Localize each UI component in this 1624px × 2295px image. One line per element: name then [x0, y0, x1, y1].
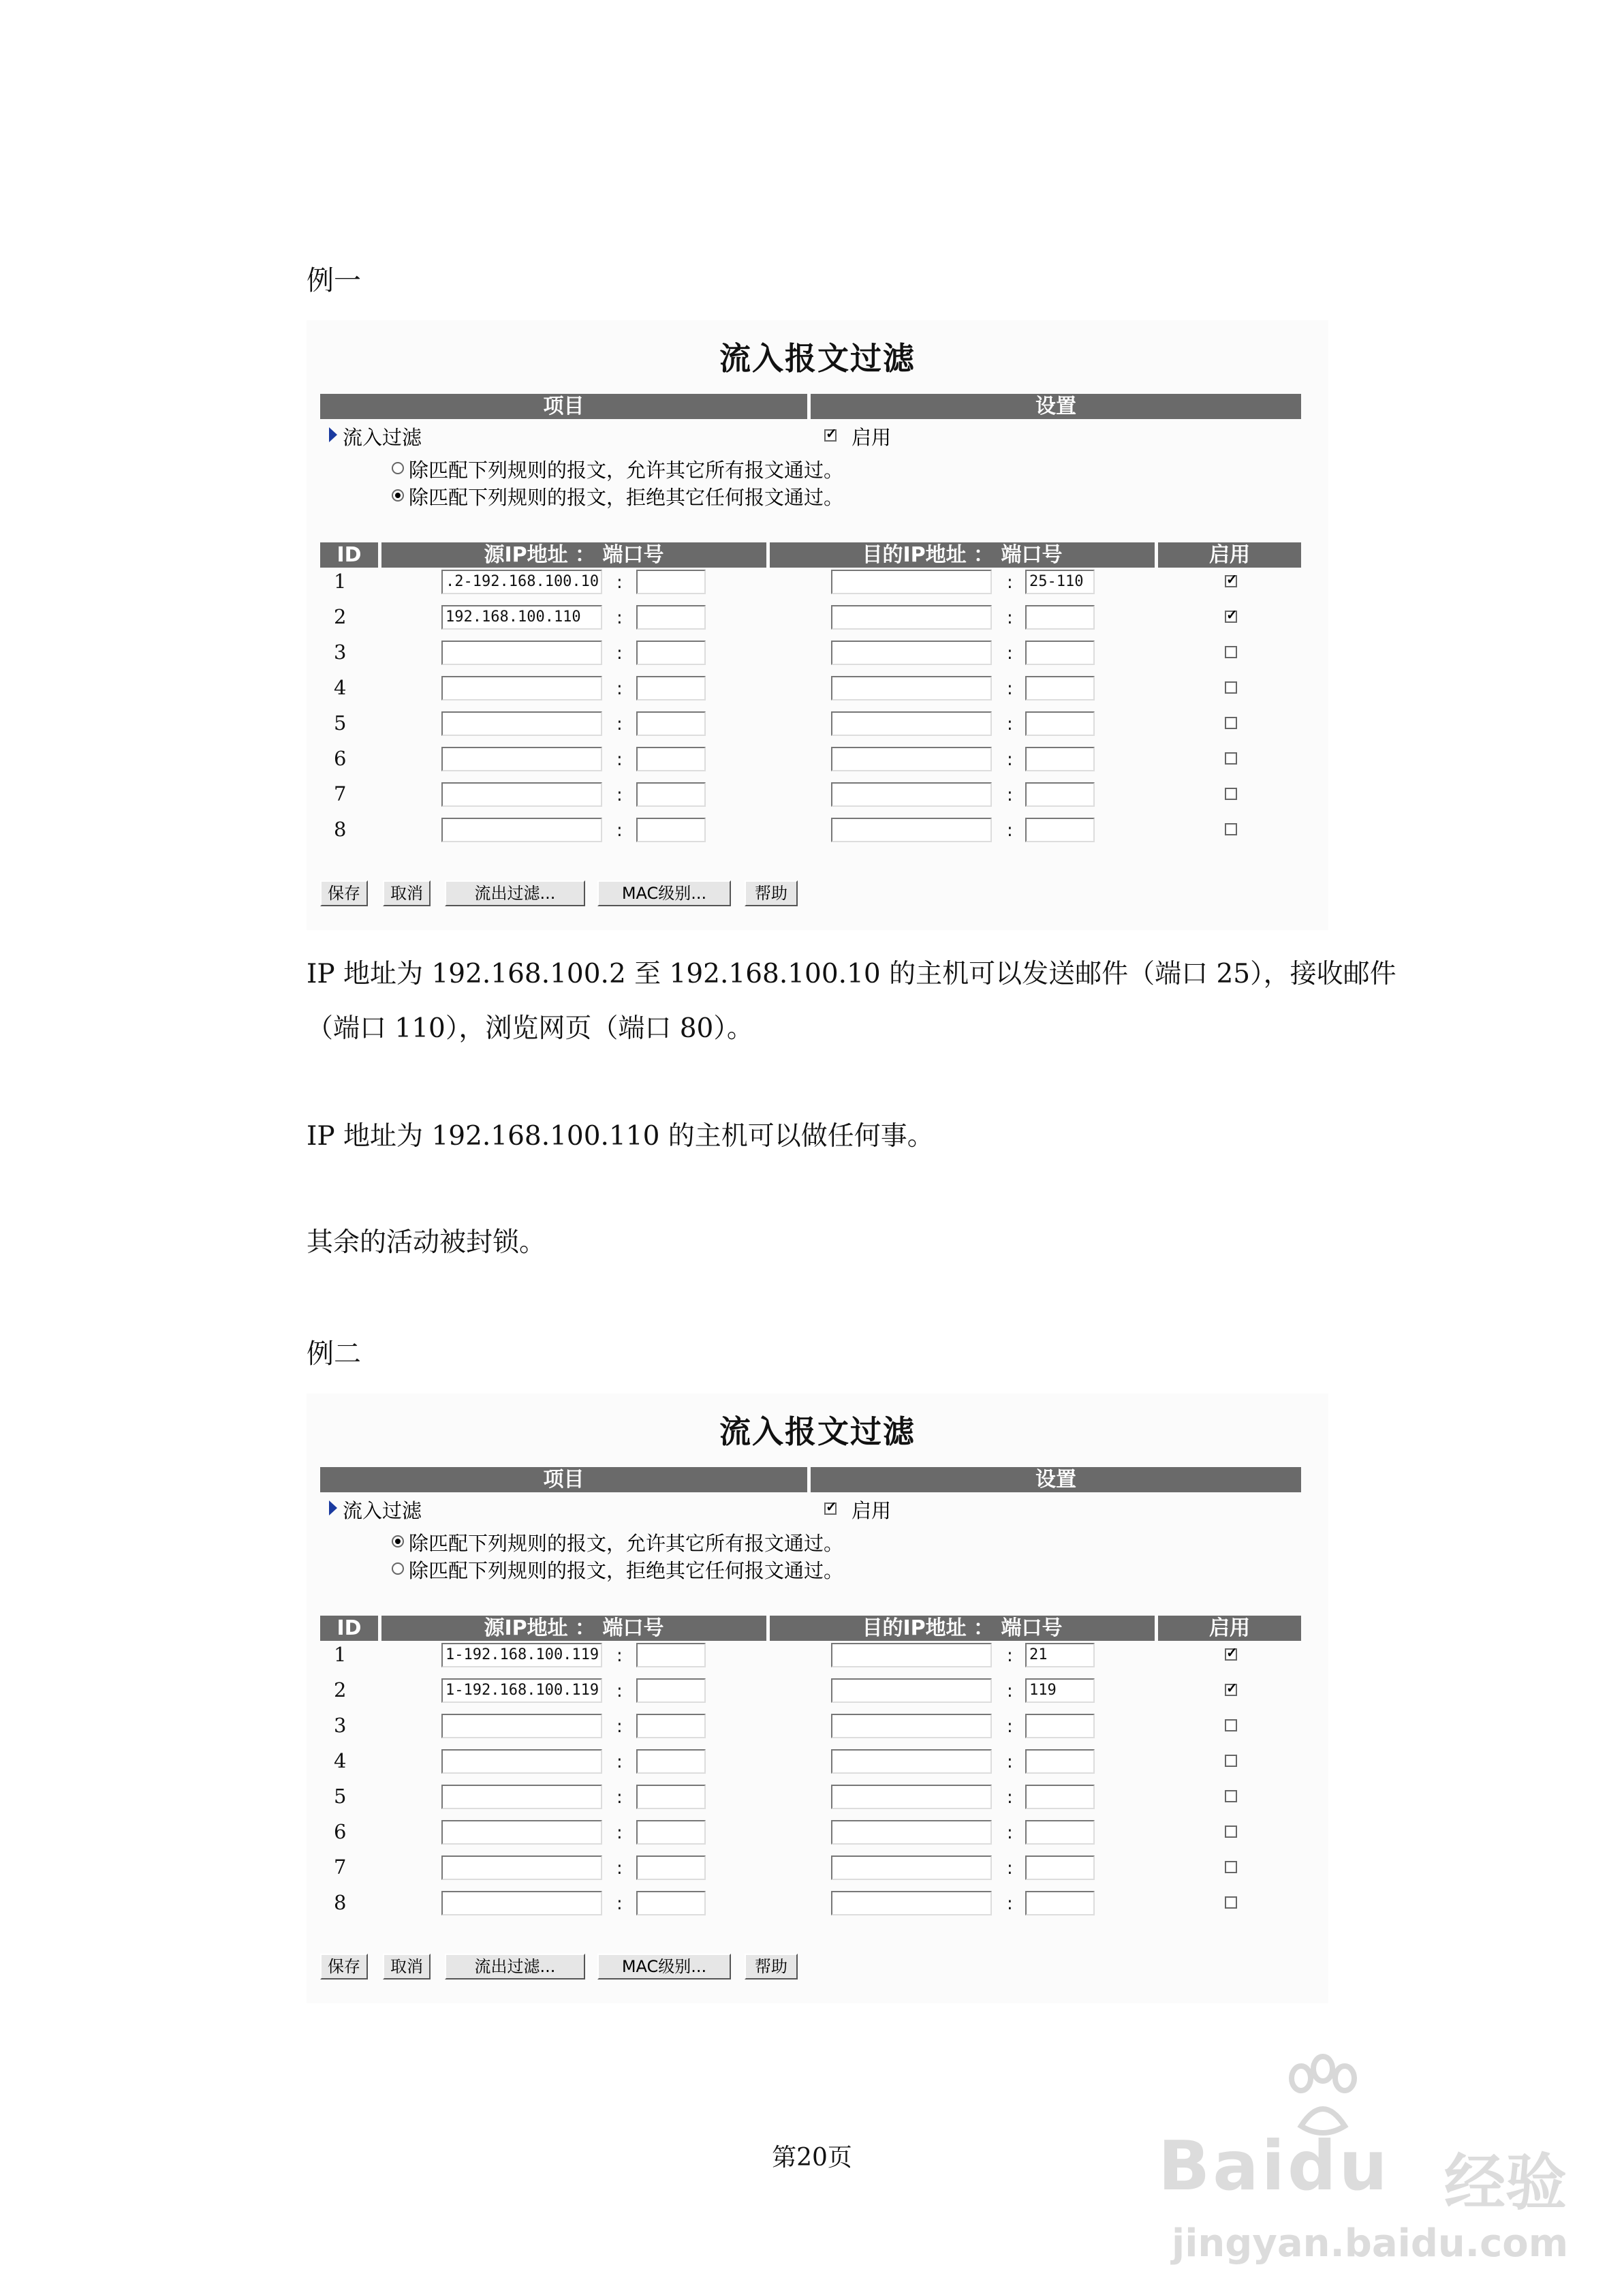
expand-arrow-icon	[329, 1500, 337, 1515]
destination-port-separator: :	[1007, 820, 1013, 841]
destination-ip-input[interactable]	[831, 605, 992, 630]
rule-enable-checkbox[interactable]	[1225, 1648, 1237, 1661]
destination-port-input[interactable]	[1025, 641, 1095, 665]
source-ip-input[interactable]	[441, 818, 602, 842]
row-id: 4	[334, 1749, 347, 1772]
source-port-input[interactable]	[636, 1785, 706, 1809]
source-port-input[interactable]	[636, 1749, 706, 1774]
deny-others-radio[interactable]	[392, 489, 404, 502]
deny-others-label: 除匹配下列规则的报文，拒绝其它任何报文通过。	[409, 1559, 844, 1582]
col-destination-header: 目的IP地址 ： 端口号	[770, 542, 1155, 568]
source-ip-input[interactable]	[441, 1785, 602, 1809]
enable-filter-checkbox[interactable]	[824, 1503, 837, 1515]
enable-filter-checkbox[interactable]	[824, 429, 837, 442]
rule-enable-checkbox[interactable]	[1225, 1826, 1237, 1838]
header-item: 项目	[320, 1467, 807, 1492]
destination-ip-input[interactable]	[831, 1643, 992, 1667]
destination-port-separator: :	[1007, 1681, 1013, 1701]
rule-enable-checkbox[interactable]	[1225, 611, 1237, 623]
help-button[interactable]: 帮助	[745, 1954, 798, 1980]
row-id: 1	[334, 1643, 347, 1666]
destination-port-separator: :	[1007, 1646, 1013, 1666]
source-ip-input[interactable]	[441, 782, 602, 807]
rule-enable-checkbox[interactable]	[1225, 1790, 1237, 1802]
destination-port-input[interactable]	[1025, 1714, 1095, 1738]
allow-others-label: 除匹配下列规则的报文，允许其它所有报文通过。	[409, 1532, 844, 1555]
row-id: 7	[334, 1855, 347, 1879]
panel-title: 流入报文过滤	[719, 340, 916, 377]
source-port-separator: :	[616, 1752, 623, 1772]
destination-port-input[interactable]	[1025, 1820, 1095, 1845]
source-ip-input[interactable]	[441, 641, 602, 665]
destination-port-separator: :	[1007, 1858, 1013, 1879]
destination-port-separator: :	[1007, 1752, 1013, 1772]
paragraph-1-line-1: IP 地址为 192.168.100.2 至 192.168.100.10 的主机可以发送邮件（端口 25），接收邮件	[307, 959, 1396, 989]
source-ip-input[interactable]	[441, 1820, 602, 1845]
source-ip-input[interactable]	[441, 747, 602, 771]
mac-level-button[interactable]: MAC级别...	[597, 1954, 731, 1980]
row-id: 7	[334, 782, 347, 805]
destination-port-separator: :	[1007, 1823, 1013, 1843]
inbound-filter-panel-2	[307, 1393, 1328, 2003]
source-ip-input[interactable]	[441, 1749, 602, 1774]
destination-port-separator: :	[1007, 750, 1013, 770]
col-source-header: 源IP地址 ： 端口号	[381, 542, 766, 568]
col-destination-header: 目的IP地址 ： 端口号	[770, 1616, 1155, 1641]
save-button[interactable]: 保存	[320, 880, 368, 906]
allow-others-radio[interactable]	[392, 462, 404, 474]
source-port-input[interactable]	[636, 1891, 706, 1915]
source-ip-input[interactable]	[441, 1714, 602, 1738]
destination-port-input[interactable]	[1025, 1785, 1095, 1809]
destination-ip-input[interactable]	[831, 676, 992, 700]
destination-ip-input[interactable]	[831, 711, 992, 736]
source-port-separator: :	[616, 1894, 623, 1914]
source-port-input[interactable]	[636, 782, 706, 807]
source-port-input[interactable]	[636, 641, 706, 665]
mac-level-button[interactable]: MAC级别...	[597, 880, 731, 906]
source-ip-input[interactable]: 1-192.168.100.119	[441, 1643, 602, 1667]
rule-enable-checkbox[interactable]	[1225, 823, 1237, 835]
destination-port-input[interactable]	[1025, 782, 1095, 807]
paragraph-1-line-2: （端口 110），浏览网页（端口 80）。	[307, 1013, 753, 1044]
panel-title: 流入报文过滤	[719, 1413, 916, 1450]
source-port-input[interactable]	[636, 711, 706, 736]
source-port-separator: :	[616, 714, 623, 735]
source-port-separator: :	[616, 679, 623, 699]
source-ip-input[interactable]	[441, 711, 602, 736]
source-port-input[interactable]	[636, 1678, 706, 1703]
destination-port-separator: :	[1007, 679, 1013, 699]
source-ip-input[interactable]: .2-192.168.100.10	[441, 570, 602, 594]
destination-ip-input[interactable]	[831, 1891, 992, 1915]
source-port-separator: :	[616, 1716, 623, 1737]
outflow-filter-button[interactable]: 流出过滤...	[445, 1954, 585, 1980]
col-enable-header: 启用	[1158, 1616, 1301, 1641]
destination-ip-input[interactable]	[831, 1749, 992, 1774]
destination-ip-input[interactable]	[831, 1714, 992, 1738]
row-id: 5	[334, 1785, 347, 1808]
col-id-header: ID	[320, 542, 378, 568]
destination-port-input[interactable]	[1025, 605, 1095, 630]
source-port-separator: :	[616, 643, 623, 664]
destination-port-input[interactable]	[1025, 1749, 1095, 1774]
header-setting: 设置	[811, 394, 1301, 419]
row-id: 4	[334, 676, 347, 699]
source-port-separator: :	[616, 1646, 623, 1666]
source-port-input[interactable]	[636, 570, 706, 594]
destination-port-separator: :	[1007, 1787, 1013, 1808]
destination-port-separator: :	[1007, 1716, 1013, 1737]
destination-ip-input[interactable]	[831, 1678, 992, 1703]
source-port-separator: :	[616, 572, 623, 593]
watermark-brand-cn: 经验	[1444, 2147, 1567, 2219]
row-id: 2	[334, 605, 347, 628]
source-port-separator: :	[616, 1823, 623, 1843]
source-port-separator: :	[616, 608, 623, 628]
row-id: 3	[334, 1714, 347, 1737]
source-port-input[interactable]	[636, 1855, 706, 1880]
source-ip-input[interactable]: 1-192.168.100.119	[441, 1678, 602, 1703]
row-id: 6	[334, 1820, 347, 1843]
outflow-filter-button[interactable]: 流出过滤...	[445, 880, 585, 906]
cancel-button[interactable]: 取消	[383, 880, 431, 906]
destination-ip-input[interactable]	[831, 570, 992, 594]
destination-port-input[interactable]: 21	[1025, 1643, 1095, 1667]
source-port-separator: :	[616, 1787, 623, 1808]
destination-port-input[interactable]	[1025, 676, 1095, 700]
rule-enable-checkbox[interactable]	[1225, 1896, 1237, 1909]
expand-arrow-icon	[329, 427, 337, 442]
destination-port-input[interactable]	[1025, 711, 1095, 736]
rule-enable-checkbox[interactable]	[1225, 1755, 1237, 1767]
paragraph-3: 其余的活动被封锁。	[307, 1227, 546, 1258]
row-id: 1	[334, 570, 347, 593]
row-id: 5	[334, 711, 347, 735]
destination-ip-input[interactable]	[831, 1820, 992, 1845]
destination-port-input[interactable]	[1025, 818, 1095, 842]
destination-port-separator: :	[1007, 608, 1013, 628]
destination-ip-input[interactable]	[831, 782, 992, 807]
source-ip-input[interactable]	[441, 676, 602, 700]
destination-port-input[interactable]	[1025, 747, 1095, 771]
deny-others-label: 除匹配下列规则的报文，拒绝其它任何报文通过。	[409, 486, 844, 509]
source-ip-input[interactable]	[441, 1855, 602, 1880]
rule-enable-checkbox[interactable]	[1225, 788, 1237, 800]
destination-port-separator: :	[1007, 1894, 1013, 1914]
source-port-input[interactable]	[636, 676, 706, 700]
source-port-separator: :	[616, 750, 623, 770]
destination-ip-input[interactable]	[831, 1785, 992, 1809]
source-port-separator: :	[616, 820, 623, 841]
rule-enable-checkbox[interactable]	[1225, 1719, 1237, 1731]
source-port-input[interactable]	[636, 1643, 706, 1667]
cancel-button[interactable]: 取消	[383, 1954, 431, 1980]
destination-port-input[interactable]	[1025, 1891, 1095, 1915]
source-ip-input[interactable]: 192.168.100.110	[441, 605, 602, 630]
col-enable-header: 启用	[1158, 542, 1301, 568]
source-ip-input[interactable]	[441, 1891, 602, 1915]
example-2-label: 例二	[307, 1338, 361, 1370]
destination-port-separator: :	[1007, 714, 1013, 735]
destination-port-separator: :	[1007, 785, 1013, 805]
rule-enable-checkbox[interactable]	[1225, 681, 1237, 694]
inbound-filter-panel-1	[307, 320, 1328, 930]
row-id: 3	[334, 641, 347, 664]
destination-ip-input[interactable]	[831, 641, 992, 665]
source-port-separator: :	[616, 785, 623, 805]
row-id: 2	[334, 1678, 347, 1701]
destination-port-input[interactable]: 119	[1025, 1678, 1095, 1703]
source-port-input[interactable]	[636, 605, 706, 630]
row-id: 6	[334, 747, 347, 770]
example-1-label: 例一	[307, 265, 361, 296]
source-port-input[interactable]	[636, 747, 706, 771]
source-port-input[interactable]	[636, 818, 706, 842]
rule-enable-checkbox[interactable]	[1225, 575, 1237, 587]
header-item: 项目	[320, 394, 807, 419]
destination-port-separator: :	[1007, 572, 1013, 593]
deny-others-radio[interactable]	[392, 1562, 404, 1575]
destination-ip-input[interactable]	[831, 818, 992, 842]
header-setting: 设置	[811, 1467, 1301, 1492]
destination-ip-input[interactable]	[831, 747, 992, 771]
destination-ip-input[interactable]	[831, 1855, 992, 1880]
paragraph-1	[307, 947, 1437, 1056]
source-port-separator: :	[616, 1858, 623, 1879]
save-button[interactable]: 保存	[320, 1954, 368, 1980]
rule-enable-checkbox[interactable]	[1225, 717, 1237, 729]
col-id-header: ID	[320, 1616, 378, 1641]
col-source-header: 源IP地址 ： 端口号	[381, 1616, 766, 1641]
source-port-input[interactable]	[636, 1820, 706, 1845]
watermark-brand: Baidu	[1158, 2126, 1390, 2206]
paw-logo-icon	[1274, 2051, 1369, 2146]
rule-enable-checkbox[interactable]	[1225, 646, 1237, 658]
rule-enable-checkbox[interactable]	[1225, 1684, 1237, 1696]
allow-others-radio[interactable]	[392, 1535, 404, 1547]
paragraph-2: IP 地址为 192.168.100.110 的主机可以做任何事。	[307, 1121, 934, 1152]
inbound-filter-label: 流入过滤	[343, 1499, 422, 1522]
destination-port-input[interactable]	[1025, 1855, 1095, 1880]
page-footer: 第20页	[772, 2144, 852, 2172]
enable-filter-label: 启用	[852, 426, 892, 449]
source-port-separator: :	[616, 1681, 623, 1701]
inbound-filter-label: 流入过滤	[343, 426, 422, 449]
destination-port-separator: :	[1007, 643, 1013, 664]
rule-enable-checkbox[interactable]	[1225, 752, 1237, 765]
watermark-url: jingyan.baidu.com	[1172, 2221, 1569, 2266]
destination-port-input[interactable]: 25-110	[1025, 570, 1095, 594]
rule-enable-checkbox[interactable]	[1225, 1861, 1237, 1873]
row-id: 8	[334, 1891, 347, 1914]
allow-others-label: 除匹配下列规则的报文，允许其它所有报文通过。	[409, 459, 844, 482]
help-button[interactable]: 帮助	[745, 880, 798, 906]
enable-filter-label: 启用	[852, 1499, 892, 1522]
row-id: 8	[334, 818, 347, 841]
source-port-input[interactable]	[636, 1714, 706, 1738]
